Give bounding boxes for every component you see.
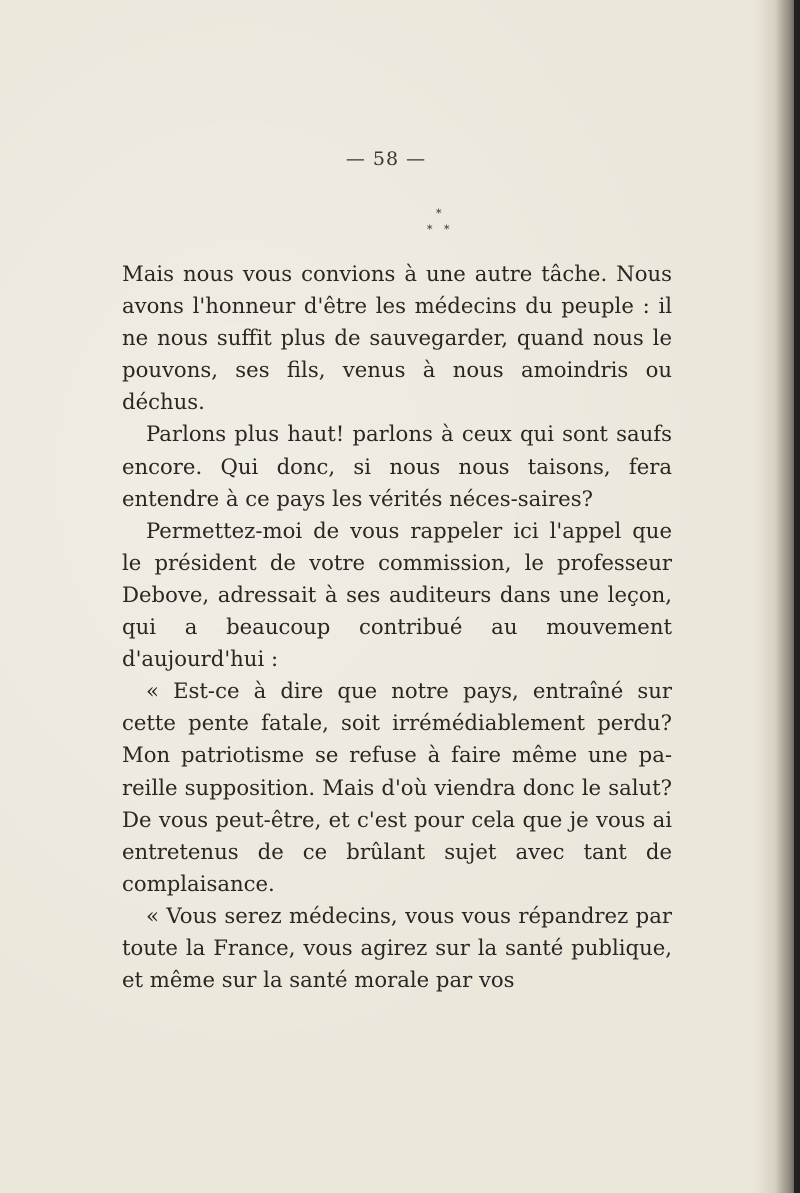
asterisk-right: * <box>444 223 450 236</box>
body-text <box>122 258 672 996</box>
paragraph-3: Permettez-moi de vous rappeler ici l'appel que le président de votre commission, le professeur Debove, adressait à ses auditeurs dans une leçon, qui a beaucoup contribué au mouvement d'aujourd'hui : <box>122 517 672 672</box>
page-edge-line <box>794 0 800 1193</box>
paragraph-2: Parlons plus haut! parlons à ceux qui sont saufs encore. Qui donc, si nous nous taisons, fera entendre à ce pays les vérités néces-saires? <box>122 421 672 511</box>
asterisk-top: * <box>436 207 442 220</box>
section-separator-asterism <box>420 204 460 238</box>
paragraph-1: Mais nous vous convions à une autre tâche. Nous avons l'honneur d'être les médecins du peuple : il ne nous suffit plus de sauvegarder, quand nous le pouvons, ses fils, venus à nous amoindris ou déchus. <box>122 261 672 415</box>
page-number: — 58 — <box>345 148 427 170</box>
asterisk-left: * <box>427 223 433 236</box>
paragraph-5-quote: « Vous serez médecins, vous vous répandrez par toute la France, vous agirez sur la santé publique, et même sur la santé morale par vos <box>122 902 672 993</box>
paragraph-4-quote: « Est-ce à dire que notre pays, entraîné sur cette pente fatale, soit irrémédiablement perdu? Mon patriotisme se refuse à faire même une pa-reille supposition. Mais d'où viendra donc le salut? De vous peut-être, et c'est pour cela que je vous ai entretenus de ce brûlant sujet avec tant de complaisance. <box>122 678 672 896</box>
